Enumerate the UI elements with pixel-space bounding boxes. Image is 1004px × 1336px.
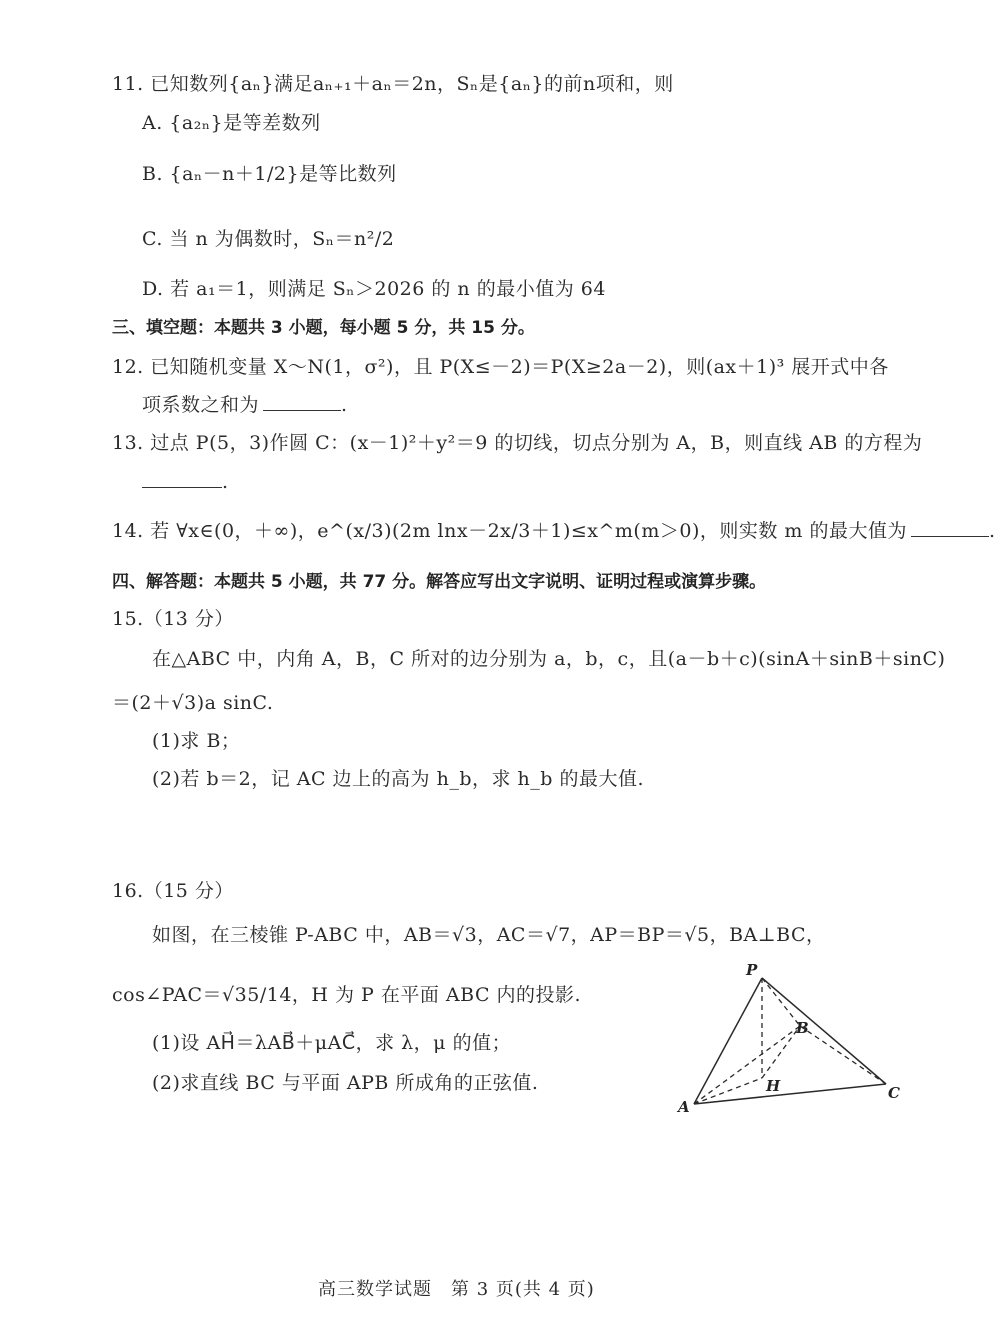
- q11-stem: 11. 已知数列{aₙ}满足aₙ₊₁＋aₙ＝2n，Sₙ是{aₙ}的前n项和，则: [112, 73, 674, 95]
- q13-line2: [142, 469, 229, 495]
- q12-end: .: [341, 394, 348, 416]
- q14-end: .: [988, 520, 996, 542]
- q13-end: .: [222, 471, 229, 493]
- edge-pb: [762, 978, 800, 1026]
- label-p: P: [746, 961, 758, 979]
- edge-bc: [800, 1026, 886, 1084]
- q14-line: [112, 518, 996, 544]
- q11-option-b: B. {aₙ－n＋1/2}是等比数列: [142, 163, 397, 185]
- q13-answer-blank: [142, 469, 222, 488]
- q16-line1: 如图，在三棱锥 P-ABC 中，AB＝√3，AC＝√7，AP＝BP＝√5，BA⊥BC，: [152, 924, 826, 946]
- q15-line2: ＝(2＋√3)a sinC.: [112, 692, 274, 714]
- q11-option-a: A. {a₂ₙ}是等差数列: [142, 112, 321, 134]
- q12-line2: [142, 392, 348, 418]
- q13-line1: 13. 过点 P(5，3)作圆 C：(x－1)²＋y²＝9 的切线，切点分别为 A，B，则直线 AB 的方程为: [112, 432, 923, 454]
- label-h: H: [766, 1077, 781, 1095]
- q14-answer-blank: [911, 518, 989, 537]
- q14-text: 14. 若 ∀x∈(0，＋∞)，e^(x/3)(2m lnx－2x/3＋1)≤x^m(m＞0)，则实数 m 的最大值为: [112, 520, 907, 542]
- label-a: A: [678, 1098, 690, 1116]
- q16-head: 16.（15 分）: [112, 880, 234, 902]
- q12-text: 项系数之和为: [142, 394, 260, 416]
- q16-part2: (2)求直线 BC 与平面 APB 所成角的正弦值.: [152, 1072, 539, 1094]
- edge-pa: [694, 978, 762, 1104]
- label-b: B: [796, 1019, 809, 1037]
- q15-line1: 在△ABC 中，内角 A，B，C 所对的边分别为 a，b，c，且(a－b＋c)(sinA＋sinB＋sinC): [152, 648, 946, 670]
- q12-line1: 12. 已知随机变量 X～N(1，σ²)，且 P(X≤－2)＝P(X≥2a－2)，则(ax＋1)³ 展开式中各: [112, 356, 889, 378]
- edge-ac: [694, 1084, 886, 1104]
- section-fill-in-header: 三、填空题：本题共 3 小题，每小题 5 分，共 15 分。: [112, 318, 535, 338]
- q16-part1: (1)设 AH⃗＝λAB⃗＋μAC⃗，求 λ，μ 的值；: [152, 1032, 512, 1054]
- label-c: C: [888, 1084, 900, 1102]
- page-footer: 高三数学试题 第 3 页(共 4 页): [318, 1279, 595, 1300]
- q15-part2: (2)若 b＝2，记 AC 边上的高为 h_b，求 h_b 的最大值.: [152, 768, 644, 790]
- q15-head: 15.（13 分）: [112, 608, 234, 630]
- edge-hb: [762, 1026, 800, 1078]
- edge-ab: [694, 1026, 800, 1104]
- section-solution-header: 四、解答题：本题共 5 小题，共 77 分。解答应写出文字说明、证明过程或演算步骤。: [112, 572, 767, 592]
- q15-part1: (1)求 B；: [152, 730, 241, 752]
- edge-pc: [762, 978, 886, 1084]
- pyramid-figure: [670, 958, 920, 1118]
- q16-line2: cos∠PAC＝√35/14，H 为 P 在平面 ABC 内的投影.: [112, 984, 582, 1006]
- q11-option-d: D. 若 a₁＝1，则满足 Sₙ＞2026 的 n 的最小值为 64: [142, 278, 606, 300]
- q12-answer-blank: [263, 392, 341, 411]
- q11-option-c: C. 当 n 为偶数时，Sₙ＝n²/2: [142, 228, 395, 250]
